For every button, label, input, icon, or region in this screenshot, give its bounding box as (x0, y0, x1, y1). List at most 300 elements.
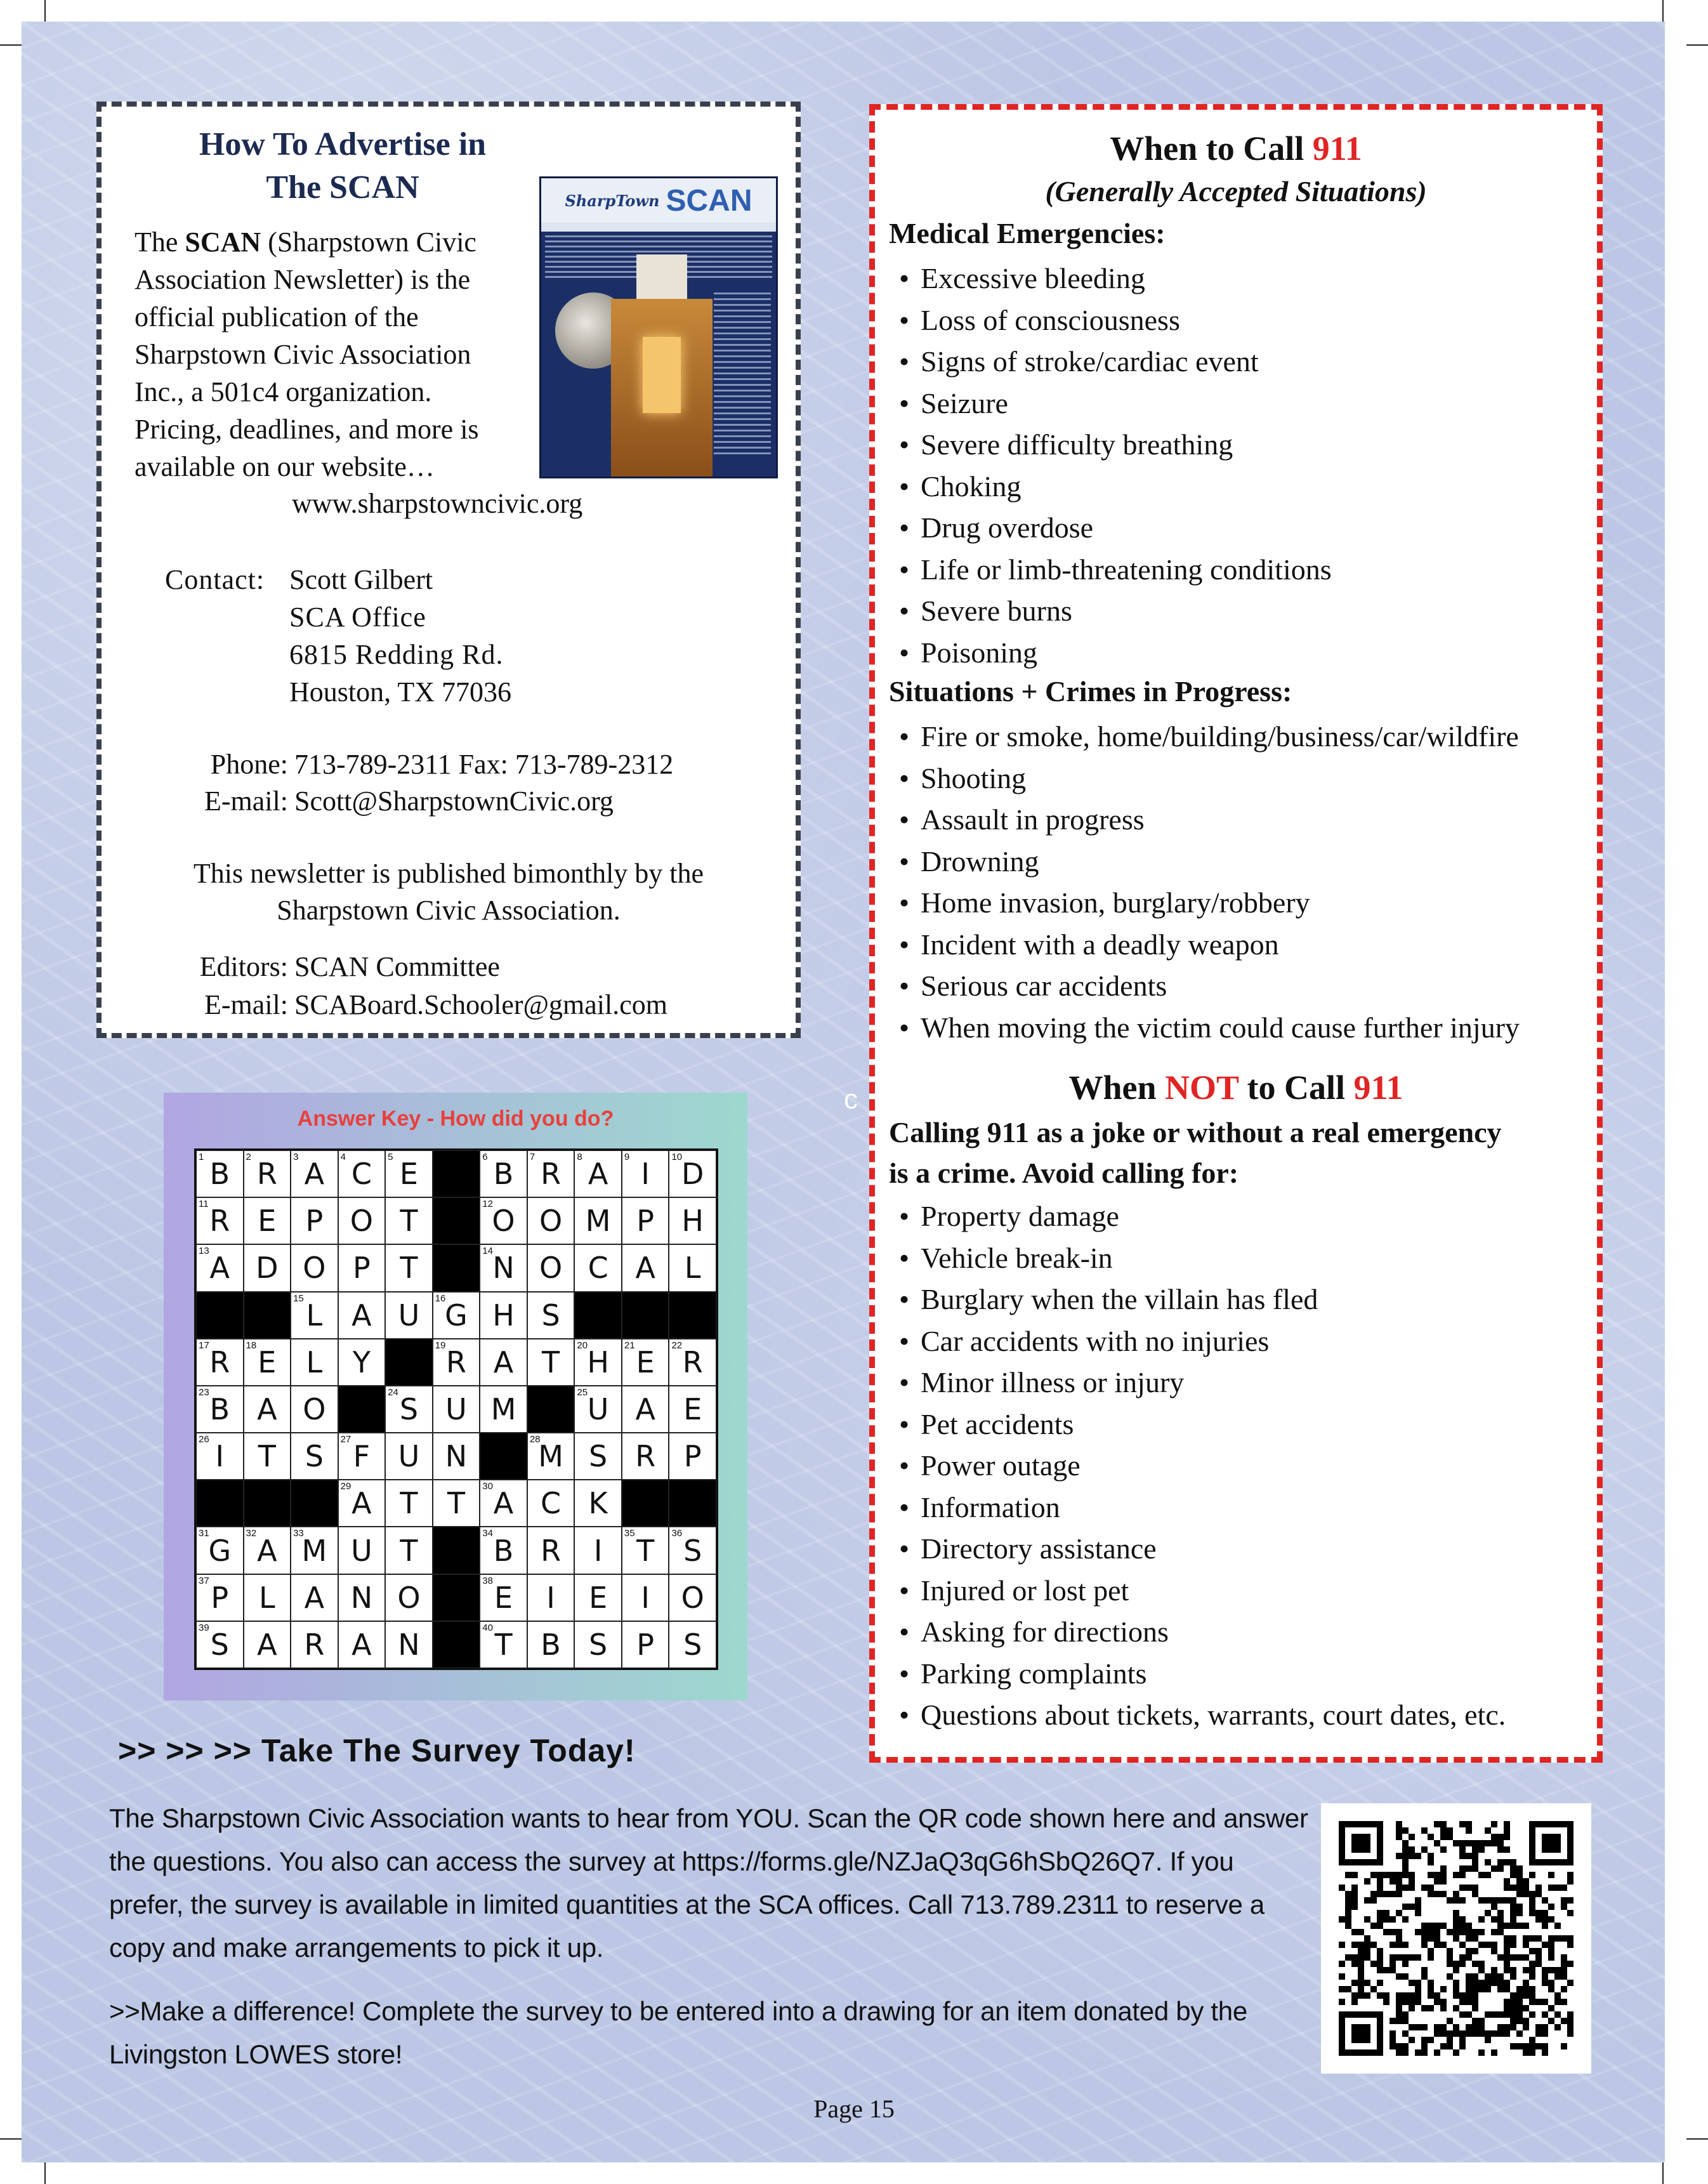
phone-value: 713-789-2311 Fax: 713-789-2312 (294, 749, 674, 780)
qr-module (1402, 1942, 1409, 1948)
qr-module (1402, 2030, 1409, 2037)
qr-module (1440, 1942, 1447, 1948)
list-item: • Seizure (899, 383, 1332, 424)
qr-module (1415, 1897, 1421, 1904)
list-item: • Choking (899, 466, 1332, 508)
crossword-letter: M (538, 1439, 563, 1474)
editors-email-link[interactable]: SCABoard.Schooler@gmail.com (294, 989, 668, 1020)
qr-module (1396, 1878, 1402, 1885)
qr-module (1440, 1865, 1447, 1872)
crossword-cell (338, 1244, 386, 1291)
medical-list (899, 258, 1332, 673)
qr-module (1535, 1935, 1542, 1942)
qr-module (1377, 1954, 1383, 1961)
list-item: • Questions about tickets, warrants, court dates, etc. (899, 1694, 1506, 1736)
crossword-letter: D (256, 1251, 279, 1286)
clue-number: 20 (577, 1339, 588, 1351)
qr-module (1504, 1999, 1510, 2005)
crossword-letter: Y (352, 1345, 371, 1379)
qr-module (1548, 1954, 1554, 1961)
qr-module (1472, 1859, 1478, 1865)
crimes-list (899, 716, 1520, 1048)
trim-mark (1686, 2138, 1708, 2140)
qr-module (1466, 1992, 1472, 1999)
qr-module (1428, 1986, 1434, 1992)
qr-module (1428, 1859, 1434, 1865)
qr-module (1377, 1961, 1383, 1967)
crossword-cell (291, 1339, 338, 1386)
crossword-cell (291, 1433, 338, 1480)
qr-module (1510, 1865, 1516, 1872)
qr-module (1358, 1992, 1364, 1999)
qr-module (1389, 1967, 1396, 1973)
crossword-cell (385, 1433, 433, 1480)
qr-module (1402, 1904, 1409, 1910)
qr-module (1434, 2030, 1440, 2037)
qr-module (1472, 1885, 1478, 1891)
qr-module (1409, 1954, 1415, 1961)
qr-module (1491, 1897, 1497, 1904)
qr-module (1472, 1891, 1478, 1897)
joke-call-warning (889, 1112, 1587, 1194)
qr-module (1516, 1885, 1523, 1891)
qr-module (1434, 1929, 1440, 1935)
survey-paragraph: The Sharpstown Civic Association wants to hear from YOU. Scan the QR code shown here and answer the questions. You also can access the survey at https://forms.gle/NZJaQ3qG6hSbQ26Q7. If you prefer, the survey is available in limited quantities at the SCA offices. Call 713.789.2311 to reserve a copy and make arrangements to pick it up. (109, 1803, 1308, 1963)
qr-module (1364, 1916, 1370, 1923)
crossword-letter: A (493, 1486, 514, 1521)
crossword-cell (196, 1527, 244, 1574)
crossword-black-square (291, 1480, 338, 1527)
qr-module (1510, 1897, 1516, 1904)
email-label: E-mail: (204, 786, 288, 817)
qr-module (1370, 1891, 1377, 1897)
qr-module (1351, 2024, 1370, 2043)
advertise-description (135, 223, 515, 485)
qr-module (1383, 1929, 1389, 1935)
qr-module (1548, 2005, 1554, 2011)
clue-number: 22 (671, 1339, 683, 1351)
qr-module (1472, 1961, 1478, 1967)
qr-module (1358, 1961, 1364, 1967)
qr-module (1358, 1986, 1364, 1992)
qr-module (1421, 2037, 1428, 2043)
clue-number: 21 (624, 1339, 635, 1351)
crossword-letter: E (399, 1157, 418, 1192)
qr-module (1389, 1929, 1396, 1935)
crossword-letter: B (209, 1157, 230, 1192)
qr-module (1364, 1980, 1370, 1986)
qr-module (1504, 1923, 1510, 1929)
list-item: • Home invasion, burglary/robbery (899, 882, 1520, 924)
qr-module (1523, 1923, 1529, 1929)
title-text: When to Call (1110, 129, 1313, 168)
crossword-cell (338, 1527, 386, 1574)
list-item: • Drug overdose (899, 507, 1332, 549)
qr-module (1554, 2011, 1561, 2018)
qr-module (1567, 2011, 1573, 2018)
clue-number: 15 (293, 1293, 304, 1304)
qr-module (1554, 1885, 1561, 1891)
qr-module (1510, 1935, 1516, 1942)
qr-module (1504, 1954, 1510, 1961)
crossword-cell (480, 1480, 527, 1527)
crossword-cell (669, 1197, 716, 1244)
qr-module (1351, 1961, 1358, 1967)
qr-module (1402, 2043, 1409, 2049)
list-item: • Severe difficulty breathing (899, 424, 1332, 466)
qr-module (1516, 2043, 1523, 2049)
crossword-cell (244, 1386, 291, 1433)
clue-number: 34 (482, 1528, 493, 1539)
newsletter-cover-thumbnail (539, 176, 778, 478)
crossword-letter: E (258, 1204, 277, 1239)
qr-module (1351, 1929, 1358, 1935)
crossword-cell (480, 1197, 527, 1244)
qr-module (1459, 1821, 1466, 1827)
not-title-not: NOT (1164, 1069, 1239, 1107)
qr-module (1453, 1897, 1459, 1904)
qr-module (1535, 1948, 1542, 1954)
qr-module (1339, 1986, 1345, 1992)
crossword-black-square (433, 1244, 480, 1291)
qr-module (1466, 1948, 1472, 1954)
crossword-title: Answer Key - How did you do? (297, 1107, 614, 1131)
qr-module (1447, 2030, 1453, 2037)
crossword-letter: T (258, 1439, 276, 1474)
qr-module (1523, 2043, 1529, 2049)
qr-module (1415, 2049, 1421, 2056)
crossword-letter: P (211, 1580, 229, 1615)
qr-module (1396, 2018, 1402, 2024)
list-item: • Assault in progress (899, 799, 1520, 841)
qr-module (1504, 1859, 1510, 1865)
qr-module (1504, 1980, 1510, 1986)
crossword-cell (196, 1339, 244, 1386)
crossword-cell (622, 1527, 669, 1574)
qr-module (1548, 1916, 1554, 1923)
crimes-heading: Situations + Crimes in Progress: (889, 675, 1292, 707)
qr-module (1459, 1897, 1466, 1904)
crossword-letter: A (493, 1345, 514, 1379)
list-item: • Shooting (899, 758, 1520, 799)
qr-module (1535, 1916, 1542, 1923)
qr-module (1351, 1992, 1358, 1999)
qr-module (1561, 2018, 1567, 2024)
crossword-cell (622, 1433, 669, 1480)
crossword-black-square (669, 1480, 716, 1527)
qr-module (1523, 1967, 1529, 1973)
qr-module (1548, 1948, 1554, 1954)
qr-module (1370, 1942, 1377, 1948)
crossword-black-square (480, 1433, 527, 1480)
qr-module (1472, 1865, 1478, 1872)
crossword-letter: S (541, 1298, 560, 1332)
qr-module (1428, 1872, 1434, 1878)
crossword-letter: U (445, 1391, 467, 1426)
qr-module (1466, 1827, 1472, 1834)
qr-module (1485, 1859, 1491, 1865)
medical-heading: Medical Emergencies: (889, 217, 1166, 249)
qr-module (1358, 1929, 1364, 1935)
qr-module (1402, 1916, 1409, 1923)
crossword-cell (244, 1433, 291, 1480)
list-item: • Minor illness or injury (899, 1362, 1506, 1404)
crossword-letter: A (257, 1627, 277, 1662)
qr-module (1396, 1992, 1402, 1999)
crossword-letter: P (636, 1204, 655, 1239)
survey-heading: >> >> >> Take The Survey Today! (118, 1733, 636, 1768)
crossword-letter: P (353, 1251, 371, 1286)
qr-module (1434, 1935, 1440, 1942)
crossword-cell (574, 1527, 622, 1574)
qr-module (1358, 1967, 1364, 1973)
qr-module (1453, 2005, 1459, 2011)
qr-module (1415, 1980, 1421, 1986)
qr-module (1389, 2018, 1396, 2024)
qr-module (1472, 1992, 1478, 1999)
qr-module (1440, 1872, 1447, 1878)
qr-module (1389, 1891, 1396, 1897)
crossword-cell (196, 1574, 244, 1621)
not-title-mid: to Call (1238, 1069, 1354, 1107)
qr-module (1351, 1904, 1358, 1910)
crossword-cell (196, 1244, 244, 1291)
qr-module (1421, 2024, 1428, 2030)
crossword-cell (385, 1292, 433, 1339)
qr-module (1377, 1878, 1383, 1885)
crossword-cell (527, 1339, 575, 1386)
crossword-letter: P (305, 1204, 324, 1239)
crossword-letter: N (398, 1627, 420, 1662)
qr-module (1472, 1980, 1478, 1986)
qr-module (1523, 1980, 1529, 1986)
qr-module (1535, 1954, 1542, 1961)
crossword-letter: E (258, 1345, 277, 1379)
list-item: • Parking complaints (899, 1653, 1506, 1695)
qr-module (1542, 1973, 1548, 1980)
clue-number: 36 (671, 1528, 683, 1539)
crossword-letter: O (539, 1204, 563, 1239)
qr-module (1478, 1967, 1485, 1973)
crossword-black-square (669, 1292, 716, 1339)
qr-module (1447, 2037, 1453, 2043)
qr-module (1491, 1904, 1497, 1910)
qr-module (1434, 1923, 1440, 1929)
qr-module (1478, 1846, 1485, 1853)
qr-module (1396, 1910, 1402, 1916)
qr-module (1510, 1872, 1516, 1878)
clue-number: 11 (199, 1199, 209, 1210)
crossword-letter: C (541, 1486, 562, 1521)
qr-module (1409, 1885, 1415, 1891)
qr-module (1415, 1999, 1421, 2005)
clue-number: 17 (199, 1339, 209, 1351)
qr-module (1402, 1999, 1409, 2005)
thumbnail-script-logo: SharpTown (565, 191, 660, 210)
crossword-grid (194, 1148, 718, 1670)
qr-module (1358, 1942, 1364, 1948)
crossword-letter: B (541, 1627, 561, 1662)
qr-module (1409, 2005, 1415, 2011)
crossword-letter: A (351, 1627, 372, 1662)
qr-module (1377, 1980, 1383, 1986)
crossword-letter: U (351, 1533, 372, 1568)
crossword-cell (196, 1197, 244, 1244)
qr-module (1561, 1954, 1567, 1961)
qr-module (1472, 1935, 1478, 1942)
qr-module (1409, 1878, 1415, 1885)
contact-block (165, 561, 511, 707)
qr-module (1516, 1923, 1523, 1929)
crossword-letter: T (542, 1345, 560, 1379)
clue-number: 1 (199, 1152, 204, 1162)
crossword-letter: R (541, 1533, 562, 1568)
qr-module (1339, 1885, 1345, 1891)
crossword-cell (669, 1621, 716, 1668)
qr-module (1377, 1910, 1383, 1916)
crossword-letter: E (494, 1580, 513, 1615)
clue-number: 35 (624, 1528, 635, 1539)
crossword-letter: R (446, 1345, 466, 1379)
crossword-letter: B (209, 1391, 230, 1426)
crossword-cell (480, 1292, 527, 1339)
qr-module (1504, 2030, 1510, 2037)
qr-module (1504, 1885, 1510, 1891)
qr-module (1345, 1897, 1351, 1904)
qr-module (1370, 1986, 1377, 1992)
qr-module (1472, 2018, 1478, 2024)
qr-module (1389, 1872, 1396, 1878)
qr-module (1472, 2030, 1478, 2037)
clue-number: 9 (624, 1152, 630, 1162)
survey-qr-code[interactable] (1321, 1803, 1591, 2074)
qr-module (1389, 1916, 1396, 1923)
qr-module (1510, 1904, 1516, 1910)
qr-module (1523, 2024, 1529, 2030)
qr-module (1402, 1961, 1409, 1967)
qr-module (1478, 1897, 1485, 1904)
qr-module (1478, 2049, 1485, 2056)
qr-module (1402, 1846, 1409, 1853)
crossword-cell (338, 1197, 386, 1244)
trim-mark (0, 2138, 22, 2140)
clock-tower-image (611, 299, 713, 477)
qr-module (1459, 1961, 1466, 1967)
qr-module (1516, 2011, 1523, 2018)
qr-module (1497, 1916, 1504, 1923)
crossword-cell (291, 1386, 338, 1433)
qr-module (1345, 1986, 1351, 1992)
qr-module (1478, 1961, 1485, 1967)
crossword-cell (669, 1433, 716, 1480)
contact-lines (289, 561, 511, 711)
crossword-letter: U (398, 1439, 420, 1474)
qr-module (1440, 1999, 1447, 2005)
qr-module (1428, 1834, 1434, 1840)
qr-module (1535, 2030, 1542, 2037)
qr-module (1510, 1923, 1516, 1929)
advertise-title-line1: How To Advertise in (199, 126, 487, 162)
qr-module (1466, 2024, 1472, 2030)
crossword-letter: H (681, 1204, 704, 1239)
crossword-letter: D (681, 1157, 704, 1192)
qr-module (1529, 1961, 1535, 1967)
list-item: • Injured or lost pet (899, 1570, 1506, 1612)
qr-module (1351, 1872, 1358, 1878)
crossword-cell (527, 1574, 575, 1621)
clue-number: 32 (246, 1528, 257, 1539)
qr-module (1459, 1942, 1466, 1948)
list-item: • Directory assistance (899, 1528, 1506, 1570)
crossword-cell (385, 1244, 433, 1291)
qr-module (1339, 1999, 1345, 2005)
body-scan-bold: SCAN (185, 227, 261, 258)
qr-module (1364, 1935, 1370, 1942)
editors-email-label: E-mail: (204, 989, 288, 1020)
qr-module (1561, 1986, 1567, 1992)
crossword-letter: R (635, 1439, 656, 1474)
list-item: • Pet accidents (899, 1404, 1506, 1445)
qr-module (1459, 2030, 1466, 2037)
crossword-cell (669, 1150, 716, 1197)
qr-module (1377, 1992, 1383, 1999)
qr-module (1402, 2049, 1409, 2056)
qr-module (1466, 1885, 1472, 1891)
qr-module (1510, 2005, 1516, 2011)
title-911: 911 (1312, 129, 1362, 168)
crossword-black-square (196, 1292, 244, 1339)
qr-module (1434, 1878, 1440, 1885)
qr-module (1491, 1967, 1497, 1973)
clue-number: 4 (340, 1152, 346, 1162)
qr-module (1453, 1961, 1459, 1967)
qr-module (1428, 1992, 1434, 1999)
crossword-cell (574, 1386, 622, 1433)
crossword-letter: A (209, 1251, 230, 1286)
clue-number: 13 (199, 1246, 209, 1257)
qr-module (1472, 1846, 1478, 1853)
crossword-cell (291, 1621, 338, 1668)
qr-module (1459, 1923, 1466, 1929)
crossword-letter: O (303, 1251, 326, 1286)
advertise-title-line2: The SCAN (266, 169, 419, 206)
qr-module (1351, 1954, 1358, 1961)
crossword-black-square (433, 1197, 480, 1244)
crossword-letter: A (304, 1157, 325, 1192)
crossword-letter: O (681, 1580, 704, 1615)
qr-module (1466, 1840, 1472, 1846)
qr-module (1504, 1827, 1510, 1834)
qr-module (1504, 2024, 1510, 2030)
qr-module (1485, 2030, 1491, 2037)
qr-module (1504, 2005, 1510, 2011)
crossword-letter: C (588, 1251, 608, 1286)
qr-module (1351, 1897, 1358, 1904)
website-link[interactable]: www.sharpstowncivic.org (292, 488, 583, 519)
qr-module (1510, 1942, 1516, 1948)
crossword-letter: G (445, 1298, 468, 1332)
qr-module (1491, 2049, 1497, 2056)
qr-module (1459, 2037, 1466, 2043)
crossword-cell (291, 1150, 338, 1197)
contact-street: 6815 Redding Rd. (289, 639, 504, 670)
crossword-black-square (244, 1480, 291, 1527)
crossword-cell (244, 1197, 291, 1244)
qr-module (1485, 1942, 1491, 1948)
qr-module (1504, 1935, 1510, 1942)
qr-module (1542, 1980, 1548, 1986)
email-link[interactable]: Scott@SharpstownCivic.org (294, 786, 614, 817)
